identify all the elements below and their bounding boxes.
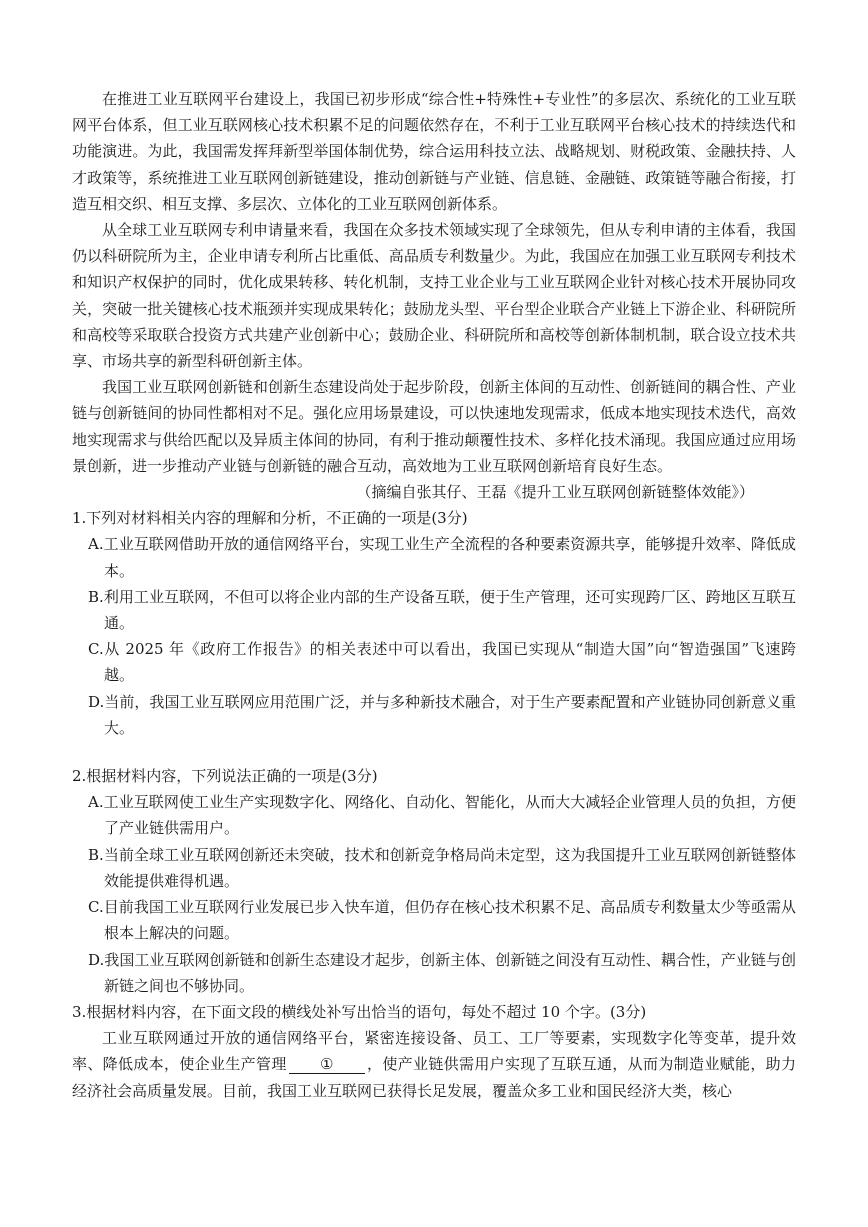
question-1 — [72, 505, 796, 741]
passage-paragraph-2: 从全球工业互联网专利申请量来看，我国在众多技术领域实现了全球领先，但从专利申请的主体看，我国仍以科研院所为主，企业申请专利所占比重低、高品质专利数量少。为此，我国应在加强工业互联网专利技术和知识产权保护的同时，优化成果转移、转化机制，支持工业企业与工业互联网企业针对核心技术开展协同攻关，突破一批关键核心技术瓶颈并实现成果转化；鼓励龙头型、平台型企业联合产业链上下游企业、科研院所和高校等采取联合投资方式共建产业创新中心；鼓励企业、科研院所和高校等创新体制机制，联合设立技术共享、市场共享的新型科研创新主体。 — [72, 221, 796, 371]
question-1-stem: 1.下列对材料相关内容的理解和分析，不正确的一项是(3分) — [72, 509, 468, 528]
question-2-option-d: D.我国工业互联网创新链和创新生态建设才起步，创新主体、创新链之间没有互动性、耦合性，产业链与创新链之间也不够协同。 — [88, 950, 796, 995]
question-2-option-a: A.工业互联网使工业生产实现数字化、网络化、自动化、智能化，从而大大减轻企业管理人员的负担，方便了产业链供需用户。 — [88, 793, 796, 838]
question-2-option-b: B.当前全球工业互联网创新还未突破，技术和创新竞争格局尚未定型，这为我国提升工业互联网创新链整体效能提供难得机遇。 — [88, 845, 796, 890]
question-2-option-c: C.目前我国工业互联网行业发展已步入快车道，但仍存在核心技术积累不足、高品质专利数量太少等亟需从根本上解决的问题。 — [88, 898, 796, 943]
passage-paragraph-3: 我国工业互联网创新链和创新生态建设尚处于起步阶段，创新主体间的互动性、创新链间的耦合性、产业链与创新链间的协同性都相对不足。强化应用场景建设，可以快速地发现需求，低成本地实现技术迭代，高效地实现需求与供给匹配以及异质主体间的协同，有利于推动颠覆性技术、多样化技术涌现。我国应通过应用场景创新，进一步推动产业链与创新链的融合互动，高效地为工业互联网创新培育良好生态。 — [72, 378, 796, 475]
question-3-text-before: 工业互联网通过开放的通信网络平台，紧密连接设备、员工、工厂等要素，实现数字化等变革，提升效率、降低成本，使企业生产管理 — [72, 1029, 796, 1074]
document-page — [72, 86, 796, 1104]
question-1-option-a: A.工业互联网借助开放的通信网络平台，实现工业生产全流程的各种要素资源共享，能够提升效率、降低成本。 — [88, 535, 796, 580]
question-2-stem: 2.根据材料内容，下列说法正确的一项是(3分) — [72, 767, 378, 786]
question-gap — [72, 741, 796, 763]
question-3-text-after: ，使产业链供需用户实现了互联互通，从而为制造业赋能，助力经济社会高质量发展。目前，我国工业互联网已获得长足发展，覆盖众多工业和国民经济大类，核心 — [72, 1055, 796, 1100]
question-1-option-c: C.从 2025 年《政府工作报告》的相关表述中可以看出，我国已实现从“制造大国”向“智造强国”飞速跨越。 — [88, 640, 796, 685]
fill-in-blank-1[interactable]: ① — [289, 1055, 365, 1074]
passage-paragraph-1: 在推进工业互联网平台建设上，我国已初步形成“综合性+特殊性+专业性”的多层次、系统化的工业互联网平台体系，但工业互联网核心技术积累不足的问题依然存在，不利于工业互联网平台核心技术的持续迭代和功能演进。为此，我国需发挥拜新型举国体制优势，综合运用科技立法、战略规划、财税政策、金融扶持、人才政策等，系统推进工业互联网创新链建设，推动创新链与产业链、信息链、金融链、政策链等融合衔接，打造互相交织、相互支撑、多层次、立体化的工业互联网创新体系。 — [72, 90, 796, 213]
passage-source: （摘编自张其仔、王磊《提升工业互联网创新链整体效能》） — [356, 483, 754, 502]
question-3 — [72, 999, 796, 1104]
question-3-passage — [72, 1025, 796, 1104]
question-1-option-b: B.利用工业互联网，不但可以将企业内部的生产设备互联，便于生产管理，还可实现跨厂区、跨地区互联互通。 — [88, 587, 796, 633]
question-1-option-d: D.当前，我国工业互联网应用范围广泛，并与多种新技术融合，对于生产要素配置和产业链协同创新意义重大。 — [88, 692, 796, 737]
question-2 — [72, 763, 796, 999]
question-3-stem: 3.根据材料内容，在下面文段的横线处补写出恰当的语句，每处不超过 10 个字。(3分) — [72, 1002, 647, 1021]
